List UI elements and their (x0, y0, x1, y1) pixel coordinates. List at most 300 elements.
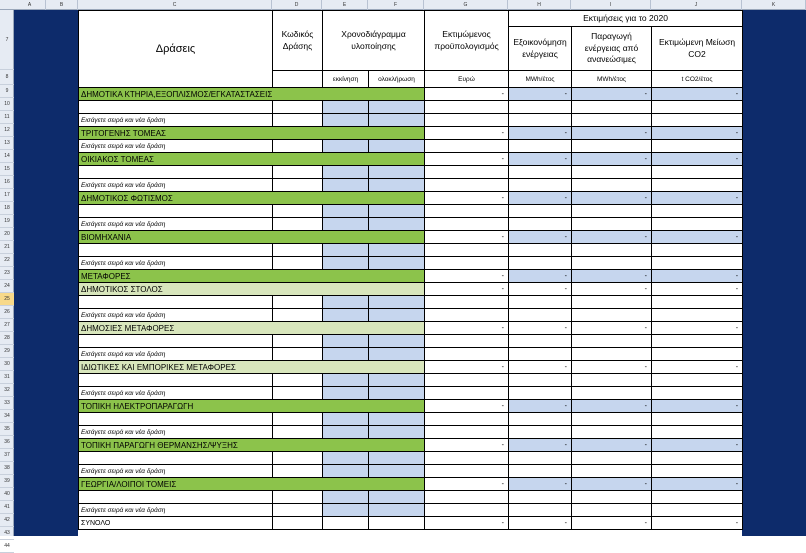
row-header-36[interactable]: 36 (0, 436, 14, 449)
code-cell[interactable] (273, 244, 323, 257)
savings-cell[interactable]: - (509, 153, 572, 166)
row-header-12[interactable]: 12 (0, 124, 14, 137)
insert-action-row[interactable]: Εισάγετε σειρά και νέα δράση (79, 257, 273, 270)
row-header-17[interactable]: 17 (0, 189, 14, 202)
row-header-16[interactable]: 16 (0, 176, 14, 189)
co2-cell[interactable]: - (652, 192, 743, 205)
code-cell[interactable] (273, 465, 323, 478)
start-cell[interactable] (323, 491, 369, 504)
start-cell[interactable] (323, 335, 369, 348)
total-label[interactable]: ΣΥΝΟΛΟ (79, 517, 273, 530)
renewables-cell[interactable]: - (572, 439, 652, 452)
row-header-41[interactable]: 41 (0, 501, 14, 514)
column-header-c[interactable]: C (78, 0, 272, 10)
row-header-8[interactable]: 8 (0, 70, 14, 85)
start-cell[interactable] (323, 101, 369, 114)
insert-action-row[interactable]: Εισάγετε σειρά και νέα δράση (79, 218, 273, 231)
savings-cell[interactable] (509, 387, 572, 400)
savings-cell[interactable] (509, 296, 572, 309)
renewables-cell[interactable] (572, 309, 652, 322)
row-header-7[interactable]: 7 (0, 10, 14, 70)
category-label[interactable]: ΔΗΜΟΤΙΚΟΣ ΦΩΤΙΣΜΟΣ (79, 192, 425, 205)
action-cell[interactable] (79, 296, 273, 309)
code-cell[interactable] (273, 387, 323, 400)
renewables-cell[interactable]: - (572, 88, 652, 101)
code-cell[interactable] (273, 517, 323, 530)
code-cell[interactable] (273, 218, 323, 231)
savings-cell[interactable] (509, 114, 572, 127)
column-header-k[interactable]: K (742, 0, 806, 10)
co2-cell[interactable] (652, 205, 743, 218)
action-cell[interactable] (79, 335, 273, 348)
renewables-cell[interactable] (572, 335, 652, 348)
savings-cell[interactable]: - (509, 322, 572, 335)
renewables-cell[interactable]: - (572, 270, 652, 283)
savings-cell[interactable] (509, 504, 572, 517)
table-row (79, 205, 743, 218)
co2-cell[interactable] (652, 335, 743, 348)
row-header-30[interactable]: 30 (0, 358, 14, 371)
code-cell[interactable] (273, 426, 323, 439)
code-cell[interactable] (273, 101, 323, 114)
renewables-cell[interactable] (572, 114, 652, 127)
savings-cell[interactable] (509, 452, 572, 465)
budget-cell[interactable]: - (425, 322, 509, 335)
savings-cell[interactable] (509, 244, 572, 257)
renewables-cell[interactable] (572, 101, 652, 114)
insert-action-row[interactable]: Εισάγετε σειρά και νέα δράση (79, 309, 273, 322)
row-header-28[interactable]: 28 (0, 332, 14, 345)
co2-cell[interactable]: - (652, 283, 743, 296)
header-renewables: Παραγωγή ενέργειας από ανανεώσιμες (572, 27, 652, 71)
start-cell[interactable] (323, 465, 369, 478)
action-cell[interactable] (79, 205, 273, 218)
budget-cell[interactable] (425, 257, 509, 270)
co2-cell[interactable]: - (652, 127, 743, 140)
budget-cell[interactable] (425, 244, 509, 257)
budget-cell[interactable]: - (425, 192, 509, 205)
row-header-25[interactable]: 25 (0, 293, 14, 306)
category-label[interactable]: ΟΙΚΙΑΚΟΣ ΤΟΜΕΑΣ (79, 153, 425, 166)
co2-cell[interactable]: - (652, 361, 743, 374)
row-header-42[interactable]: 42 (0, 514, 14, 527)
start-cell[interactable] (323, 257, 369, 270)
total-renewables[interactable]: - (572, 517, 652, 530)
header-estimates: Εκτιμήσεις για το 2020 (509, 11, 743, 27)
code-cell[interactable] (273, 205, 323, 218)
co2-cell[interactable] (652, 101, 743, 114)
co2-cell[interactable] (652, 348, 743, 361)
category-label[interactable]: ΙΔΙΩΤΙΚΕΣ ΚΑΙ ΕΜΠΟΡΙΚΕΣ ΜΕΤΑΦΟΡΕΣ (79, 361, 425, 374)
row-header-19[interactable]: 19 (0, 215, 14, 228)
action-cell[interactable] (79, 491, 273, 504)
savings-cell[interactable] (509, 309, 572, 322)
end-cell[interactable] (369, 244, 425, 257)
budget-cell[interactable] (425, 335, 509, 348)
renewables-cell[interactable]: - (572, 127, 652, 140)
start-cell[interactable] (323, 387, 369, 400)
end-cell[interactable] (369, 309, 425, 322)
end-cell[interactable] (369, 452, 425, 465)
code-cell[interactable] (273, 413, 323, 426)
row-header-35[interactable]: 35 (0, 423, 14, 436)
table-row (79, 179, 743, 192)
renewables-cell[interactable] (572, 426, 652, 439)
budget-cell[interactable] (425, 452, 509, 465)
start-cell[interactable] (323, 166, 369, 179)
savings-cell[interactable]: - (509, 283, 572, 296)
renewables-cell[interactable]: - (572, 153, 652, 166)
row-header-23[interactable]: 23 (0, 267, 14, 280)
renewables-cell[interactable] (572, 140, 652, 153)
start-cell[interactable] (323, 348, 369, 361)
end-cell[interactable] (369, 205, 425, 218)
savings-cell[interactable] (509, 101, 572, 114)
category-label[interactable]: ΒΙΟΜΗΧΑΝΙΑ (79, 231, 425, 244)
table-row (79, 517, 743, 530)
budget-cell[interactable]: - (425, 231, 509, 244)
column-header-i[interactable]: I (571, 0, 651, 10)
renewables-cell[interactable] (572, 491, 652, 504)
action-cell[interactable] (79, 413, 273, 426)
savings-cell[interactable]: - (509, 270, 572, 283)
code-cell[interactable] (273, 335, 323, 348)
renewables-cell[interactable] (572, 452, 652, 465)
savings-cell[interactable] (509, 179, 572, 192)
column-header-j[interactable]: J (651, 0, 742, 10)
row-header-11[interactable]: 11 (0, 111, 14, 124)
savings-cell[interactable] (509, 257, 572, 270)
start-cell[interactable] (323, 114, 369, 127)
renewables-cell[interactable]: - (572, 192, 652, 205)
renewables-cell[interactable]: - (572, 283, 652, 296)
start-cell[interactable] (323, 504, 369, 517)
end-cell[interactable] (369, 166, 425, 179)
savings-cell[interactable] (509, 348, 572, 361)
row-header-37[interactable]: 37 (0, 449, 14, 462)
co2-cell[interactable] (652, 296, 743, 309)
row-header-10[interactable]: 10 (0, 98, 14, 111)
renewables-cell[interactable]: - (572, 361, 652, 374)
category-label[interactable]: ΤΟΠΙΚΗ ΗΛΕΚΤΡΟΠΑΡΑΓΩΓΗ (79, 400, 425, 413)
category-label[interactable]: ΔΗΜΟΤΙΚΑ ΚΤΗΡΙΑ,ΕΞΟΠΛΙΣΜΟΣ/ΕΓΚΑΤΑΣΤΑΣΕΙΣ (79, 88, 425, 101)
savings-cell[interactable]: - (509, 231, 572, 244)
end-cell[interactable] (369, 348, 425, 361)
column-header-h[interactable]: H (508, 0, 571, 10)
row-header-38[interactable]: 38 (0, 462, 14, 475)
action-cell[interactable] (79, 374, 273, 387)
table-row (79, 257, 743, 270)
column-header-a[interactable]: A (14, 0, 46, 10)
header-code-unit (273, 71, 323, 88)
budget-cell[interactable] (425, 114, 509, 127)
budget-cell[interactable] (425, 101, 509, 114)
co2-cell[interactable] (652, 465, 743, 478)
insert-action-row[interactable]: Εισάγετε σειρά και νέα δράση (79, 140, 273, 153)
renewables-cell[interactable]: - (572, 231, 652, 244)
renewables-cell[interactable] (572, 179, 652, 192)
end-cell[interactable] (369, 296, 425, 309)
co2-cell[interactable] (652, 257, 743, 270)
table-row (79, 231, 743, 244)
budget-cell[interactable] (425, 504, 509, 517)
budget-cell[interactable] (425, 491, 509, 504)
co2-cell[interactable] (652, 309, 743, 322)
start-cell[interactable] (323, 296, 369, 309)
savings-cell[interactable]: - (509, 400, 572, 413)
row-header-44[interactable]: 44 (0, 540, 14, 553)
category-label[interactable]: ΤΡΙΤΟΓΕΝΗΣ ΤΟΜΕΑΣ (79, 127, 425, 140)
row-header-22[interactable]: 22 (0, 254, 14, 267)
row-header-43[interactable]: 43 (0, 527, 14, 540)
renewables-cell[interactable] (572, 387, 652, 400)
budget-cell[interactable] (425, 205, 509, 218)
budget-cell[interactable] (425, 140, 509, 153)
end-cell[interactable] (369, 374, 425, 387)
budget-cell[interactable] (425, 309, 509, 322)
budget-cell[interactable] (425, 218, 509, 231)
category-label[interactable]: ΔΗΜΟΤΙΚΟΣ ΣΤΟΛΟΣ (79, 283, 425, 296)
row-header-33[interactable]: 33 (0, 397, 14, 410)
co2-cell[interactable]: - (652, 88, 743, 101)
row-header-29[interactable]: 29 (0, 345, 14, 358)
renewables-cell[interactable]: - (572, 478, 652, 491)
renewables-cell[interactable]: - (572, 322, 652, 335)
table-row (79, 478, 743, 491)
end-cell[interactable] (369, 413, 425, 426)
co2-cell[interactable]: - (652, 231, 743, 244)
budget-cell[interactable]: - (425, 88, 509, 101)
renewables-cell[interactable]: - (572, 400, 652, 413)
savings-cell[interactable] (509, 335, 572, 348)
co2-cell[interactable] (652, 140, 743, 153)
end-cell[interactable] (369, 465, 425, 478)
table-row (79, 101, 743, 114)
co2-cell[interactable] (652, 166, 743, 179)
renewables-cell[interactable] (572, 348, 652, 361)
renewables-cell[interactable] (572, 244, 652, 257)
co2-cell[interactable] (652, 244, 743, 257)
code-cell[interactable] (273, 309, 323, 322)
end-cell[interactable] (369, 257, 425, 270)
renewables-cell[interactable] (572, 205, 652, 218)
savings-cell[interactable] (509, 374, 572, 387)
row-header-26[interactable]: 26 (0, 306, 14, 319)
row-header-21[interactable]: 21 (0, 241, 14, 254)
budget-cell[interactable]: - (425, 400, 509, 413)
savings-cell[interactable]: - (509, 439, 572, 452)
budget-cell[interactable] (425, 426, 509, 439)
budget-cell[interactable] (425, 387, 509, 400)
column-header-f[interactable]: F (368, 0, 424, 10)
co2-cell[interactable] (652, 179, 743, 192)
column-header-g[interactable]: G (424, 0, 508, 10)
insert-action-row[interactable]: Εισάγετε σειρά και νέα δράση (79, 465, 273, 478)
renewables-cell[interactable] (572, 257, 652, 270)
renewables-cell[interactable] (572, 413, 652, 426)
co2-cell[interactable] (652, 374, 743, 387)
row-header-32[interactable]: 32 (0, 384, 14, 397)
code-cell[interactable] (273, 114, 323, 127)
total-budget[interactable]: - (425, 517, 509, 530)
row-header-27[interactable]: 27 (0, 319, 14, 332)
end-cell[interactable] (369, 140, 425, 153)
category-label[interactable]: ΜΕΤΑΦΟΡΕΣ (79, 270, 425, 283)
end-cell[interactable] (369, 517, 425, 530)
table-row (79, 218, 743, 231)
insert-action-row[interactable]: Εισάγετε σειρά και νέα δράση (79, 387, 273, 400)
co2-cell[interactable]: - (652, 270, 743, 283)
budget-cell[interactable]: - (425, 439, 509, 452)
savings-cell[interactable]: - (509, 88, 572, 101)
row-header-15[interactable]: 15 (0, 163, 14, 176)
code-cell[interactable] (273, 348, 323, 361)
renewables-cell[interactable] (572, 504, 652, 517)
insert-action-row[interactable]: Εισάγετε σειρά και νέα δράση (79, 114, 273, 127)
end-cell[interactable] (369, 426, 425, 439)
insert-action-row[interactable]: Εισάγετε σειρά και νέα δράση (79, 504, 273, 517)
row-header-18[interactable]: 18 (0, 202, 14, 215)
row-header-24[interactable]: 24 (0, 280, 14, 293)
row-header-9[interactable]: 9 (0, 85, 14, 98)
end-cell[interactable] (369, 335, 425, 348)
insert-action-row[interactable]: Εισάγετε σειρά και νέα δράση (79, 426, 273, 439)
budget-cell[interactable] (425, 179, 509, 192)
co2-cell[interactable] (652, 504, 743, 517)
end-cell[interactable] (369, 179, 425, 192)
row-header-31[interactable]: 31 (0, 371, 14, 384)
budget-cell[interactable] (425, 348, 509, 361)
budget-cell[interactable] (425, 374, 509, 387)
co2-cell[interactable]: - (652, 439, 743, 452)
end-cell[interactable] (369, 218, 425, 231)
column-header-b[interactable]: B (46, 0, 78, 10)
category-label[interactable]: ΤΟΠΙΚΗ ΠΑΡΑΓΩΓΗ ΘΕΡΜΑΝΣΗΣ/ΨΥΞΗΣ (79, 439, 425, 452)
code-cell[interactable] (273, 140, 323, 153)
code-cell[interactable] (273, 452, 323, 465)
start-cell[interactable] (323, 244, 369, 257)
co2-cell[interactable] (652, 413, 743, 426)
renewables-cell[interactable] (572, 296, 652, 309)
start-cell[interactable] (323, 517, 369, 530)
savings-cell[interactable] (509, 465, 572, 478)
budget-cell[interactable] (425, 413, 509, 426)
row-header-13[interactable]: 13 (0, 137, 14, 150)
code-cell[interactable] (273, 296, 323, 309)
budget-cell[interactable] (425, 296, 509, 309)
start-cell[interactable] (323, 179, 369, 192)
total-savings[interactable]: - (509, 517, 572, 530)
code-cell[interactable] (273, 166, 323, 179)
budget-cell[interactable]: - (425, 283, 509, 296)
renewables-cell[interactable] (572, 166, 652, 179)
code-cell[interactable] (273, 491, 323, 504)
renewables-cell[interactable] (572, 374, 652, 387)
table-row (79, 374, 743, 387)
end-cell[interactable] (369, 101, 425, 114)
budget-cell[interactable]: - (425, 361, 509, 374)
start-cell[interactable] (323, 452, 369, 465)
co2-cell[interactable] (652, 452, 743, 465)
code-cell[interactable] (273, 504, 323, 517)
co2-cell[interactable] (652, 491, 743, 504)
table-row (79, 439, 743, 452)
co2-cell[interactable] (652, 114, 743, 127)
end-cell[interactable] (369, 387, 425, 400)
insert-action-row[interactable]: Εισάγετε σειρά και νέα δράση (79, 179, 273, 192)
budget-cell[interactable]: - (425, 127, 509, 140)
savings-cell[interactable] (509, 218, 572, 231)
start-cell[interactable] (323, 140, 369, 153)
renewables-cell[interactable] (572, 218, 652, 231)
co2-cell[interactable] (652, 218, 743, 231)
budget-cell[interactable]: - (425, 478, 509, 491)
savings-cell[interactable]: - (509, 478, 572, 491)
savings-cell[interactable] (509, 413, 572, 426)
budget-cell[interactable] (425, 166, 509, 179)
row-header-40[interactable]: 40 (0, 488, 14, 501)
end-cell[interactable] (369, 491, 425, 504)
blank-row[interactable] (79, 530, 743, 543)
row-header-14[interactable]: 14 (0, 150, 14, 163)
start-cell[interactable] (323, 413, 369, 426)
budget-cell[interactable]: - (425, 153, 509, 166)
start-cell[interactable] (323, 205, 369, 218)
start-cell[interactable] (323, 218, 369, 231)
savings-cell[interactable]: - (509, 192, 572, 205)
savings-cell[interactable] (509, 491, 572, 504)
action-cell[interactable] (79, 166, 273, 179)
total-co2[interactable]: - (652, 517, 743, 530)
row-header-34[interactable]: 34 (0, 410, 14, 423)
start-cell[interactable] (323, 374, 369, 387)
action-cell[interactable] (79, 452, 273, 465)
row-header-20[interactable]: 20 (0, 228, 14, 241)
code-cell[interactable] (273, 179, 323, 192)
budget-cell[interactable]: - (425, 270, 509, 283)
insert-action-row[interactable]: Εισάγετε σειρά και νέα δράση (79, 348, 273, 361)
co2-cell[interactable]: - (652, 153, 743, 166)
co2-cell[interactable] (652, 426, 743, 439)
savings-cell[interactable] (509, 205, 572, 218)
row-header-39[interactable]: 39 (0, 475, 14, 488)
start-cell[interactable] (323, 426, 369, 439)
co2-cell[interactable]: - (652, 478, 743, 491)
category-label[interactable]: ΓΕΩΡΓΙΑ/ΛΟΙΠΟΙ ΤΟΜΕΙΣ (79, 478, 425, 491)
end-cell[interactable] (369, 114, 425, 127)
co2-cell[interactable] (652, 387, 743, 400)
savings-cell[interactable] (509, 426, 572, 439)
category-label[interactable]: ΔΗΜΟΣΙΕΣ ΜΕΤΑΦΟΡΕΣ (79, 322, 425, 335)
co2-cell[interactable]: - (652, 400, 743, 413)
savings-cell[interactable] (509, 140, 572, 153)
co2-cell[interactable]: - (652, 322, 743, 335)
code-cell[interactable] (273, 374, 323, 387)
action-cell[interactable] (79, 101, 273, 114)
end-cell[interactable] (369, 504, 425, 517)
renewables-cell[interactable] (572, 465, 652, 478)
budget-cell[interactable] (425, 465, 509, 478)
code-cell[interactable] (273, 257, 323, 270)
action-cell[interactable] (79, 244, 273, 257)
table-row (79, 465, 743, 478)
column-header-e[interactable]: E (322, 0, 368, 10)
savings-cell[interactable]: - (509, 361, 572, 374)
savings-cell[interactable] (509, 166, 572, 179)
column-header-d[interactable]: D (272, 0, 322, 10)
start-cell[interactable] (323, 309, 369, 322)
savings-cell[interactable]: - (509, 127, 572, 140)
